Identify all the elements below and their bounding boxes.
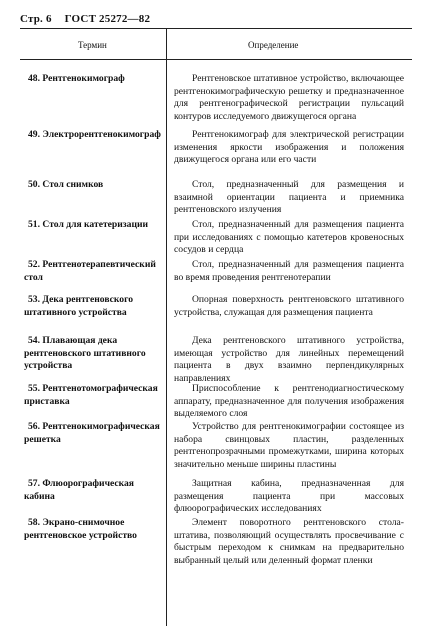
term-48: 48. Рентгенокимограф	[28, 73, 125, 84]
term-51: 51. Стол для катетеризации	[28, 219, 149, 230]
column-divider	[166, 28, 167, 626]
term-56: 56. Рентгенокимографическая решетка	[24, 421, 160, 445]
term-53: 53. Дека рентгеновского штативного устройства	[24, 294, 134, 318]
definition-52: Стол, предназначенный для размещения пациента во время проведения рентгенотерапии	[174, 259, 404, 283]
definition-48: Рентгеновское штативное устройство, включающее рентгенокимографическую решетку и предназначенное для рентгенографической регистрации пульсаций контуров исследуемого движущегося органа	[174, 73, 404, 122]
page-number: Стр. 6	[20, 13, 52, 25]
page-header	[20, 13, 160, 25]
term-54: 54. Плавающая дека рентгеновского штативного устройства	[24, 335, 146, 372]
definition-54: Дека рентгеновского штативного устройства, имеющая устройство для линейных перемещений пациента в двух взаимно перпендикулярных направлениях	[174, 335, 404, 384]
definition-51: Стол, предназначенный для размещения пациента при исследованиях с помощью катетеров кровеносных сосудов и сердца	[174, 219, 404, 256]
table-header-rule	[20, 59, 412, 60]
term-55: 55. Рентгенотомографическая приставка	[24, 383, 158, 407]
term-50: 50. Стол снимков	[28, 179, 104, 190]
definition-58: Элемент поворотного рентгеновского стола-штатива, позволяющий осуществлять просвечивание с быстрым переходом к снимкам на предварительно выбранный целый или деленный формат пленки	[174, 517, 404, 566]
term-58: 58. Экрано-снимочное рентгеновское устройство	[24, 517, 137, 541]
definition-53: Опорная поверхность рентгеновского штативного устройства, служащая для размещения пациента	[174, 294, 404, 318]
definition-57: Защитная кабина, предназначенная для размещения пациента при массовых флюорографических исследованиях	[174, 478, 404, 515]
term-49: 49. Электрорентгенокимограф	[28, 129, 161, 140]
definition-50: Стол, предназначенный для размещения и взаимной ориентации пациента и приемника рентгеновского излучения	[174, 179, 404, 216]
column-header-term: Термин	[78, 40, 107, 50]
column-header-definition: Определение	[248, 40, 299, 50]
definition-56: Устройство для рентгенокимографии состоящее из набора свинцовых пластин, разделенных рентгенопрозрачными промежутками, ширина которых значительно меньше ширины пластины	[174, 421, 404, 470]
table-top-rule	[20, 28, 412, 29]
term-52: 52. Рентгенотерапевтический стол	[24, 259, 156, 283]
definition-55: Приспособление к рентгенодиагностическому аппарату, предназначенное для получения изображения выделяемого слоя	[174, 383, 404, 420]
standard-code: ГОСТ 25272—82	[64, 13, 151, 25]
term-57: 57. Флюорографическая кабина	[24, 478, 134, 502]
definition-49: Рентгенокимограф для электрической регистрации изменения яркости изображения и положения движущегося органа или его части	[174, 129, 404, 166]
